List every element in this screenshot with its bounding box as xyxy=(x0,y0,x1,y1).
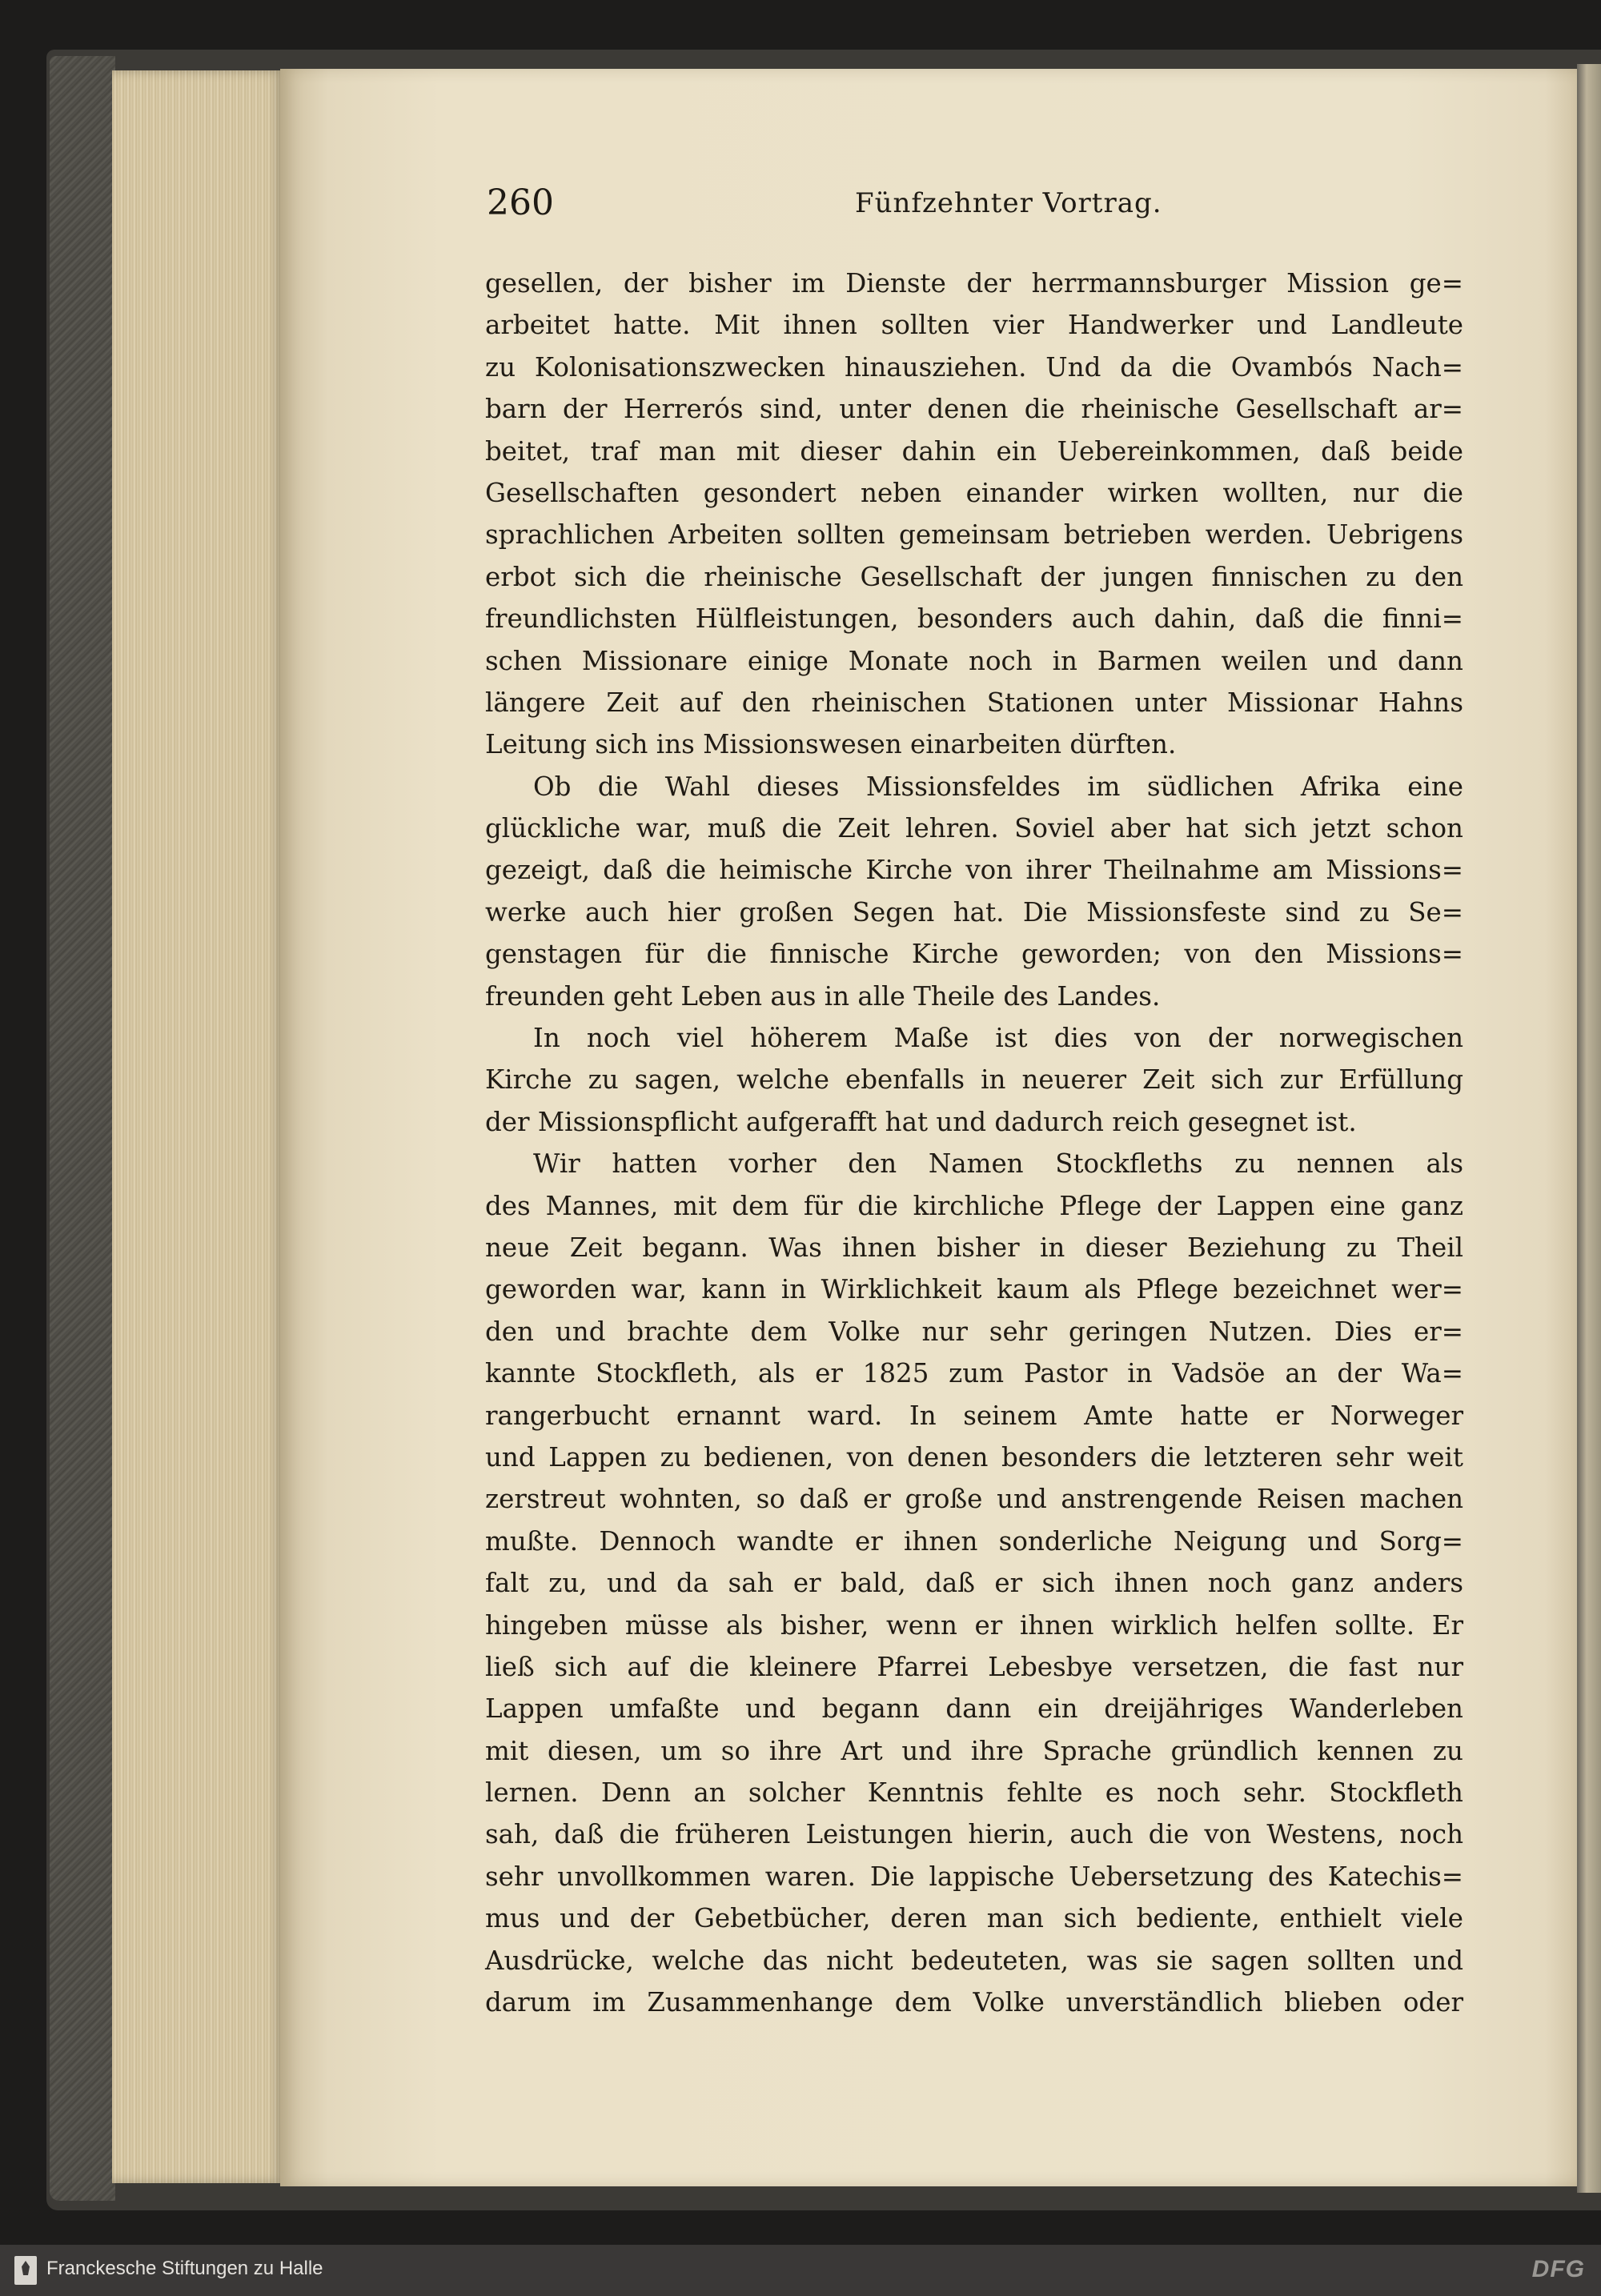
text-line: glückliche war, muß die Zeit lehren. Soviel aber hat sich jetzt schon xyxy=(485,813,1463,844)
running-title: Fünfzehnter Vortrag. xyxy=(855,187,1162,219)
text-line: beitet, traf man mit dieser dahin ein Uebereinkommen, daß beide xyxy=(485,435,1463,467)
text-line: und Lappen zu bedienen, von denen besonders die letzteren sehr weit xyxy=(485,1441,1463,1473)
text-line: freunden geht Leben aus in alle Theile des Landes. xyxy=(485,980,1161,1012)
foundation-logo-icon xyxy=(14,2256,37,2285)
text-line: sah, daß die früheren Leistungen hierin, auch die von Westens, noch xyxy=(485,1819,1463,1850)
book-spine xyxy=(50,56,115,2201)
text-line: darum im Zusammenhange dem Volke unverständlich blieben oder xyxy=(485,1987,1463,2018)
text-line: geworden war, kann in Wirklichkeit kaum als Pflege bezeichnet wer= xyxy=(485,1274,1463,1305)
text-line: neue Zeit begann. Was ihnen bisher in dieser Beziehung zu Theil xyxy=(485,1232,1463,1263)
text-line: sehr unvollkommen waren. Die lappische Uebersetzung des Katechis= xyxy=(485,1861,1463,1892)
footer-credit: Franckesche Stiftungen zu Halle xyxy=(46,2258,323,2279)
text-line: Gesellschaften gesondert neben einander wirken wollten, nur die xyxy=(485,477,1463,508)
text-line: arbeitet hatte. Mit ihnen sollten vier Handwerker und Landleute xyxy=(485,310,1463,341)
text-line: mit diesen, um so ihre Art und ihre Sprache gründlich kennen zu xyxy=(485,1735,1463,1766)
text-line: gezeigt, daß die heimische Kirche von ihrer Theilnahme am Missions= xyxy=(485,855,1463,886)
text-line: Kirche zu sagen, welche ebenfalls in neuerer Zeit sich zur Erfüllung xyxy=(485,1064,1463,1096)
text-line: In noch viel höherem Maße ist dies von der norwegischen xyxy=(533,1023,1463,1054)
text-line: Lappen umfaßte und begann dann ein dreijähriges Wanderleben xyxy=(485,1693,1463,1725)
page-edges xyxy=(112,70,284,2183)
text-line: Ausdrücke, welche das nicht bedeuteten, was sie sagen sollten und xyxy=(485,1945,1463,1976)
text-line: den und brachte dem Volke nur sehr geringen Nutzen. Dies er= xyxy=(485,1316,1463,1347)
text-line: mus und der Gebetbücher, deren man sich bediente, enthielt viele xyxy=(485,1903,1463,1934)
text-line: barn der Herrerós sind, unter denen die rheinische Gesellschaft ar= xyxy=(485,394,1463,425)
page-header xyxy=(487,182,1463,238)
text-line: kannte Stockfleth, als er 1825 zum Pastor in Vadsöe an der Wa= xyxy=(485,1358,1463,1389)
text-line: freundlichsten Hülfleistungen, besonders auch dahin, daß die finni= xyxy=(485,603,1463,635)
text-line: zerstreut wohnten, so daß er große und anstrengende Reisen machen xyxy=(485,1484,1463,1515)
text-line: Leitung sich ins Missionswesen einarbeiten dürften. xyxy=(485,729,1177,760)
text-line: ließ sich auf die kleinere Pfarrei Lebesbye versetzen, die fast nur xyxy=(485,1651,1463,1682)
text-line: rangerbucht ernannt ward. In seinem Amte hatte er Norweger xyxy=(485,1400,1463,1431)
text-line: zu Kolonisationszwecken hinausziehen. Und da die Ovambós Nach= xyxy=(485,351,1463,383)
text-line: der Missionspflicht aufgerafft hat und dadurch reich gesegnet ist. xyxy=(485,1106,1357,1137)
text-line: erbot sich die rheinische Gesellschaft der jungen finnischen zu den xyxy=(485,561,1463,592)
text-line: genstagen für die finnische Kirche geworden; von den Missions= xyxy=(485,939,1463,970)
text-line: längere Zeit auf den rheinischen Stationen unter Missionar Hahns xyxy=(485,687,1463,718)
facing-page-edge xyxy=(1577,64,1601,2193)
text-line: lernen. Denn an solcher Kenntnis fehlte es noch sehr. Stockfleth xyxy=(485,1777,1463,1809)
text-line: werke auch hier großen Segen hat. Die Missionsfeste sind zu Se= xyxy=(485,896,1463,928)
dfg-logo: DFG xyxy=(1531,2256,1585,2282)
page-number: 260 xyxy=(487,182,554,223)
body-text xyxy=(485,262,1463,2023)
text-line: falt zu, und da sah er bald, daß er sich ihnen noch ganz anders xyxy=(485,1568,1463,1599)
viewer-footer xyxy=(0,2245,1601,2296)
text-line: hingeben müsse als bisher, wenn er ihnen wirklich helfen sollte. Er xyxy=(485,1609,1463,1641)
text-line: gesellen, der bisher im Dienste der herrmannsburger Mission ge= xyxy=(485,268,1463,299)
text-line: sprachlichen Arbeiten sollten gemeinsam betrieben werden. Uebrigens xyxy=(485,519,1463,551)
text-line: schen Missionare einige Monate noch in Barmen weilen und dann xyxy=(485,645,1463,676)
text-line: Wir hatten vorher den Namen Stockfleths zu nennen als xyxy=(533,1148,1463,1180)
text-line: mußte. Dennoch wandte er ihnen sonderliche Neigung und Sorg= xyxy=(485,1525,1463,1557)
text-line: des Mannes, mit dem für die kirchliche Pflege der Lappen eine ganz xyxy=(485,1190,1463,1221)
text-line: Ob die Wahl dieses Missionsfeldes im südlichen Afrika eine xyxy=(533,771,1463,802)
